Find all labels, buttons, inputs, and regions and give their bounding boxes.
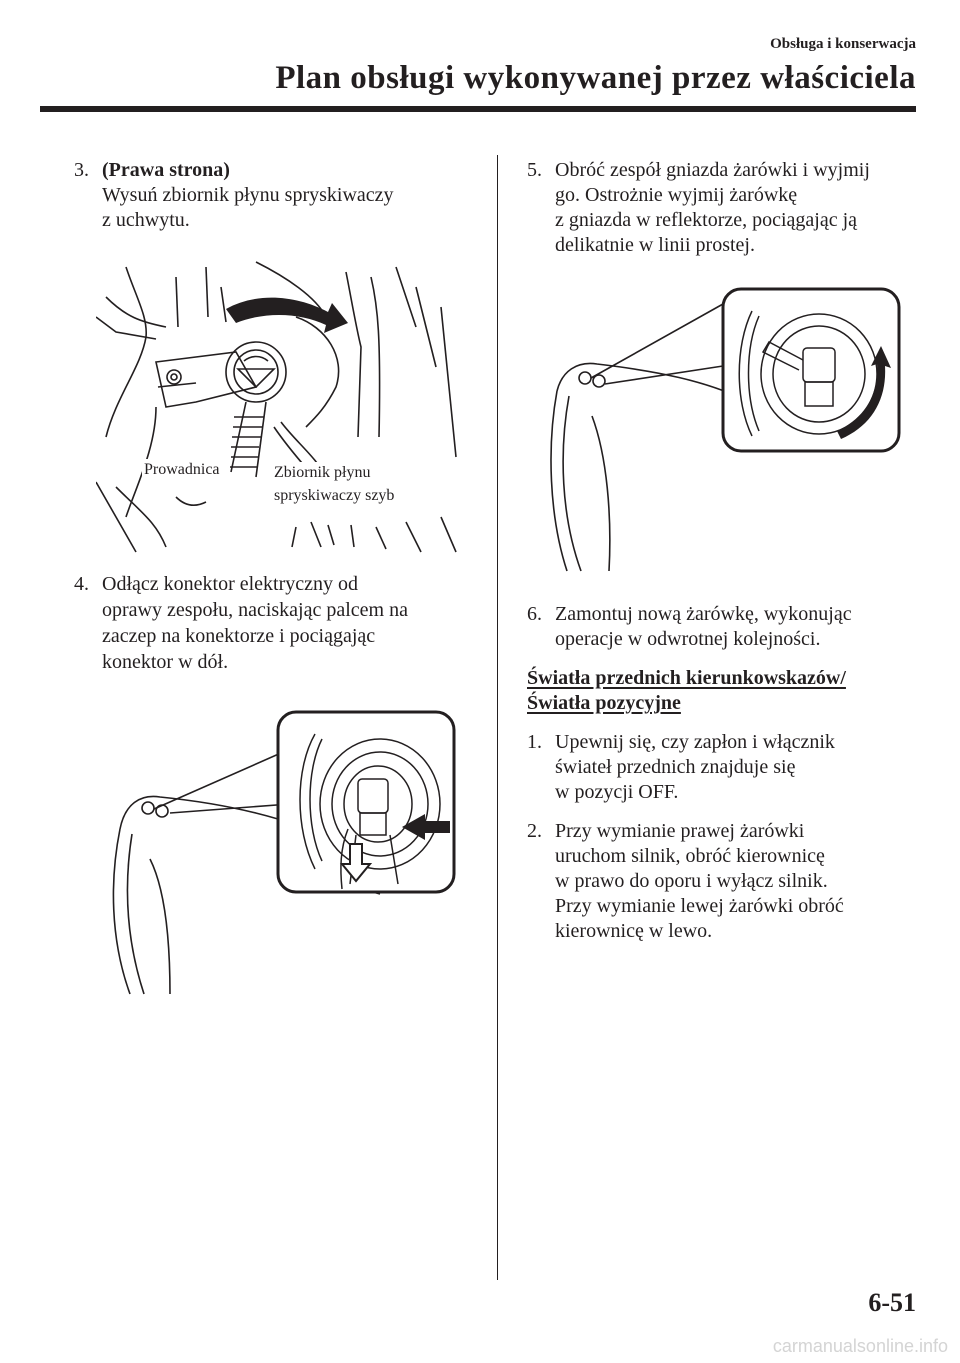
- step-3: [74, 158, 474, 233]
- connector-illustration: [110, 709, 460, 999]
- step-text-line: Odłącz konektor elektryczny od: [102, 573, 359, 595]
- step-text-line: Upewnij się, czy zapłon i włącznik: [555, 731, 835, 753]
- column-divider: [497, 155, 498, 1280]
- step-text-line: Przy wymianie prawej żarówki: [555, 820, 805, 842]
- step-text-line: świateł przednich znajduje się: [555, 756, 796, 778]
- step-number: 2.: [527, 820, 542, 842]
- step-text-line: uruchom silnik, obróć kierownicę: [555, 845, 825, 867]
- step-heading: (Prawa strona): [102, 159, 230, 181]
- step-4: [74, 571, 474, 675]
- step-text-line: Przy wymianie lewej żarówki obróć: [555, 895, 844, 917]
- step-number: 1.: [527, 731, 542, 753]
- chapter-subtitle: Obsługa i konserwacja: [770, 36, 916, 52]
- step-number: 6.: [527, 603, 542, 625]
- step-text-line: delikatnie w linii prostej.: [555, 234, 755, 256]
- step-text-line: kierownicę w lewo.: [555, 920, 713, 942]
- sub-step-2: [527, 819, 917, 944]
- step-text-line: operacje w odwrotnej kolejności.: [555, 628, 821, 650]
- step-5: [527, 158, 917, 258]
- step-text-line: Wysuń zbiornik płynu spryskiwaczy: [102, 184, 394, 206]
- step-6: [527, 602, 917, 652]
- step-text-line: konektor w dół.: [102, 651, 229, 673]
- right-column: [527, 158, 917, 944]
- step-text-line: go. Ostrożnie wyjmij żarówkę: [555, 184, 798, 206]
- step-text-line: oprawy zespołu, naciskając palcem na: [102, 599, 408, 621]
- step-text-line: z uchwytu.: [102, 209, 190, 231]
- page-number: 6-51: [868, 1288, 916, 1317]
- section-title-line1: Światła przednich kierunkowskazów/: [527, 667, 846, 689]
- washer-tank-illustration: [96, 257, 476, 557]
- step-text-line: zaczep na konektorze i pociągając: [102, 625, 376, 647]
- step-number: 5.: [527, 159, 542, 181]
- step-text-line: Zamontuj nową żarówkę, wykonując: [555, 603, 852, 625]
- watermark: carmanualsonline.info: [772, 1336, 948, 1356]
- step-text-line: w prawo do oporu i wyłącz silnik.: [555, 870, 828, 892]
- header-rule: [40, 106, 916, 112]
- step-text-line: Obróć zespół gniazda żarówki i wyjmij: [555, 159, 870, 181]
- step-number: 3.: [74, 159, 89, 181]
- bulb-removal-illustration: [547, 286, 907, 576]
- tank-label-line1: Zbiornik płynu: [274, 464, 371, 481]
- guide-label: Prowadnica: [144, 461, 220, 478]
- tank-label-line2: spryskiwaczy szyb: [274, 487, 395, 504]
- section-title-line2: Światła pozycyjne: [527, 692, 681, 714]
- step-text-line: w pozycji OFF.: [555, 781, 679, 803]
- page-title: Plan obsługi wykonywanej przez właściciela: [275, 60, 916, 96]
- step-text-line: z gniazda w reflektorze, pociągając ją: [555, 209, 858, 231]
- section-heading: [527, 666, 917, 716]
- bulb-removal-drawing: [547, 286, 907, 576]
- step-number: 4.: [74, 573, 89, 595]
- left-column: [74, 158, 474, 999]
- washer-tank-drawing: [96, 257, 476, 557]
- connector-drawing: [110, 709, 460, 999]
- sub-step-1: [527, 730, 917, 805]
